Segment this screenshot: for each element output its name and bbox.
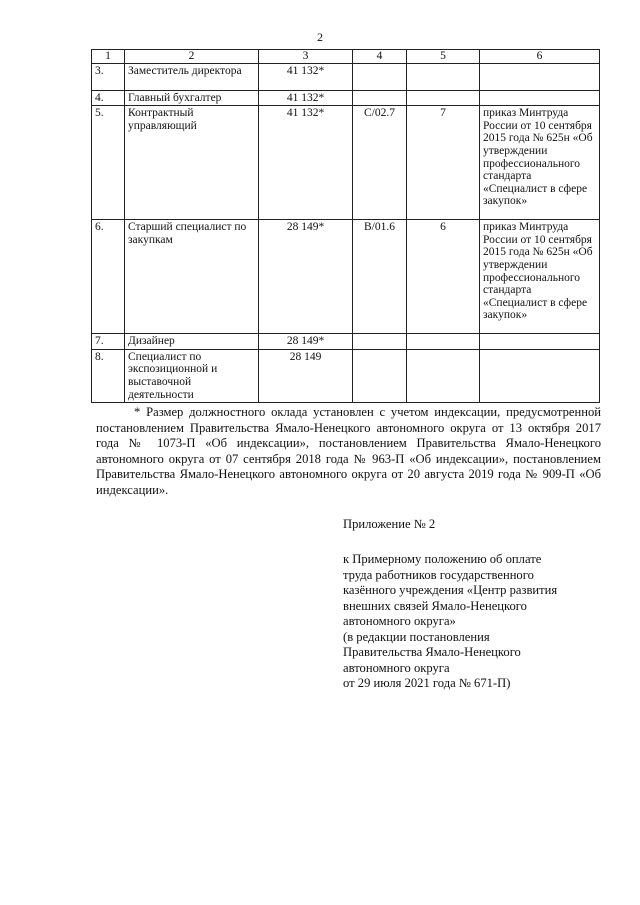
position-name: Заместитель директора [125, 63, 259, 90]
column-header: 5 [407, 50, 480, 64]
table-row [92, 106, 600, 220]
table-header-row [92, 50, 600, 64]
qualification-code [353, 90, 407, 106]
position-name: Старший специалист по закупкам [125, 220, 259, 334]
table-row [92, 63, 600, 90]
salary-table [91, 49, 600, 403]
salary-value: 28 149 [259, 349, 353, 402]
salary-value: 28 149* [259, 220, 353, 334]
column-header: 2 [125, 50, 259, 64]
row-number: 6. [92, 220, 125, 334]
row-number: 4. [92, 90, 125, 106]
regulation-note [480, 63, 600, 90]
regulation-note [480, 349, 600, 402]
qualification-level [407, 349, 480, 402]
page-number: 2 [317, 30, 323, 44]
position-name: Дизайнер [125, 334, 259, 350]
row-number: 3. [92, 63, 125, 90]
column-header: 4 [353, 50, 407, 64]
appendix-title: Приложение № 2 [343, 517, 436, 531]
column-header: 6 [480, 50, 600, 64]
row-number: 8. [92, 349, 125, 402]
table-row [92, 220, 600, 334]
salary-value: 28 149* [259, 334, 353, 350]
qualification-level [407, 90, 480, 106]
table-row [92, 90, 600, 106]
table-row [92, 349, 600, 402]
qualification-code [353, 63, 407, 90]
appendix-reference: к Примерному положению об оплате труда работников государственного казённого учреждения «Центр развития внешних связей Ямало-Ненецкого автономного округа» (в редакции постановления Правительства Ямало-Ненецкого автономного округа от 29 июля 2021 года № 671-П) [343, 552, 558, 690]
row-number: 7. [92, 334, 125, 350]
row-number: 5. [92, 106, 125, 220]
position-name: Контрактный управляющий [125, 106, 259, 220]
salary-value: 41 132* [259, 63, 353, 90]
salary-value: 41 132* [259, 90, 353, 106]
regulation-note: приказ Минтруда России от 10 сентября 2015 года № 625н «Об утверждении профессионального стандарта «Специалист в сфере закупок» [480, 220, 600, 334]
column-header: 1 [92, 50, 125, 64]
regulation-note: приказ Минтруда России от 10 сентября 2015 года № 625н «Об утверждении профессионального стандарта «Специалист в сфере закупок» [480, 106, 600, 220]
qualification-code [353, 334, 407, 350]
table-row [92, 334, 600, 350]
qualification-level [407, 334, 480, 350]
qualification-code: С/02.7 [353, 106, 407, 220]
regulation-note [480, 334, 600, 350]
salary-footnote: * Размер должностного оклада установлен с учетом индексации, предусмотренной постановлением Правительства Ямало-Ненецкого автономного округа от 13 октября 2017 года № 1073-П «Об индексации», постановлением Правительства Ямало-Ненецкого автономного округа от 07 сентября 2018 года № 963-П «Об индексации», постановлением Правительства Ямало-Ненецкого автономного округа от 20 августа 2019 года № 909-П «Об индексации». [96, 405, 601, 497]
column-header: 3 [259, 50, 353, 64]
qualification-code: В/01.6 [353, 220, 407, 334]
qualification-level [407, 63, 480, 90]
regulation-note [480, 90, 600, 106]
position-name: Специалист по экспозиционной и выставочной деятельности [125, 349, 259, 402]
qualification-level: 7 [407, 106, 480, 220]
qualification-code [353, 349, 407, 402]
qualification-level: 6 [407, 220, 480, 334]
position-name: Главный бухгалтер [125, 90, 259, 106]
salary-value: 41 132* [259, 106, 353, 220]
